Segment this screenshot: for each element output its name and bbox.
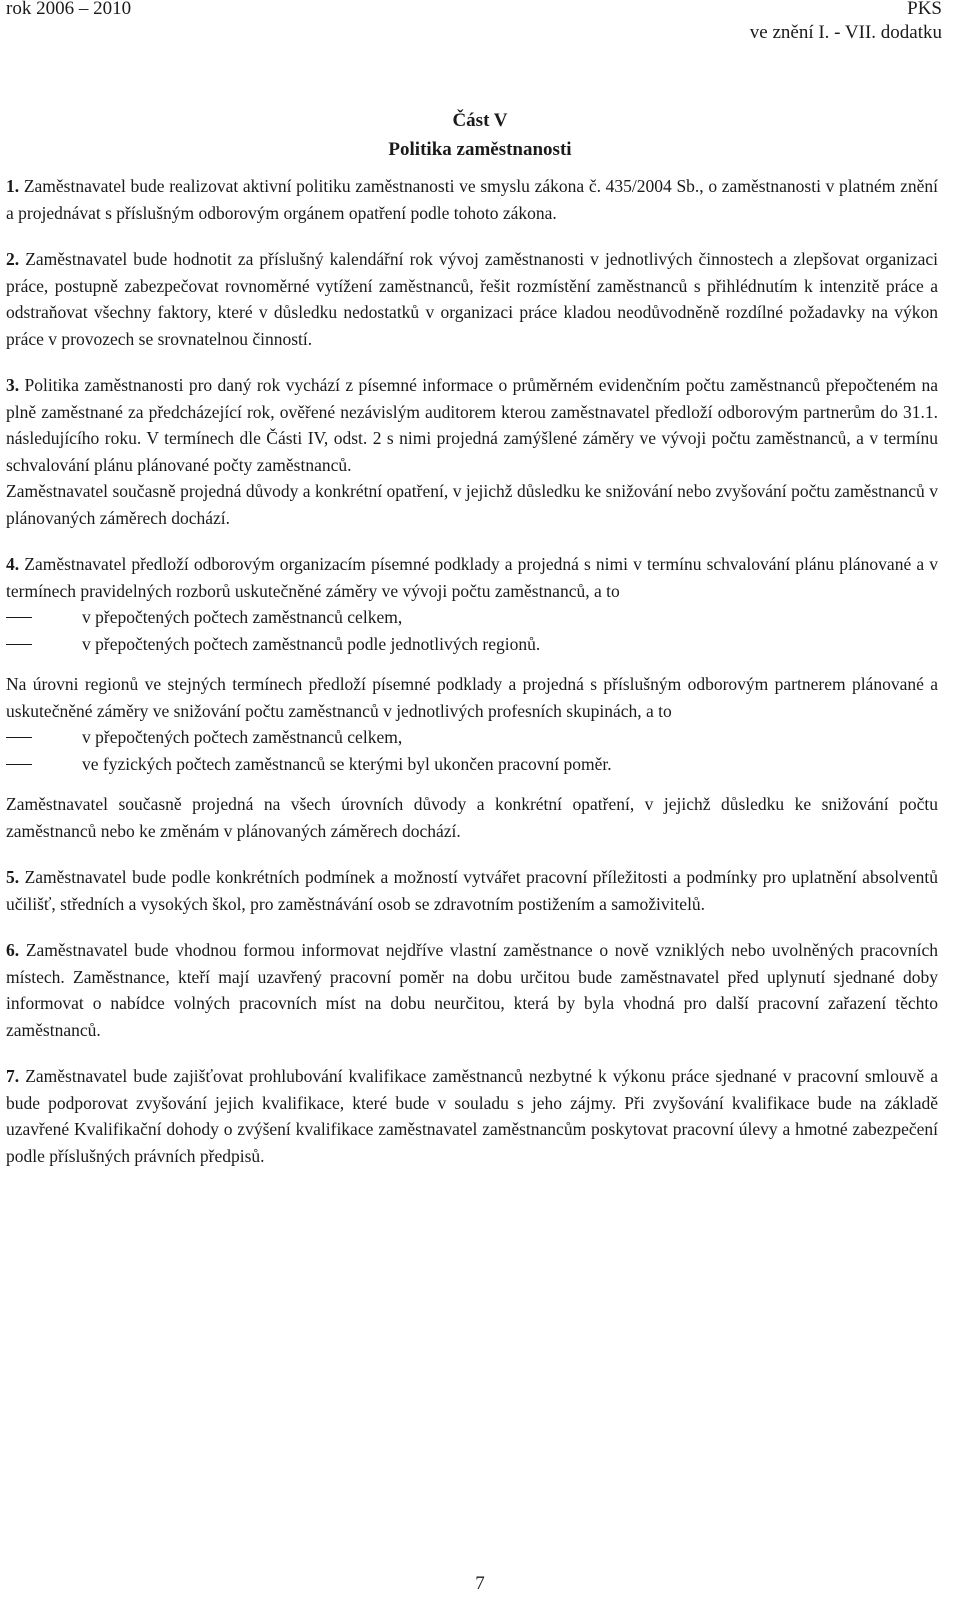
section-text: Politika zaměstnanosti pro daný rok vychází z písemné informace o průměrném evidenčním počtu zaměstnanců přepočteném na plně zaměstnané za předcházející rok, ověřené nezávislým auditorem kterou zaměstnavatel předloží odborovým partnerům do 31.1. následujícího roku. V termínech dle Části IV, odst. 2 s nimi projedná zamýšlené záměry ve vývoji počtu zaměstnanců, a v termínu schvalování plánu plánované počty zaměstnanců. <box>6 375 938 475</box>
page-number: 7 <box>475 1573 485 1594</box>
section-text: Zaměstnavatel bude zajišťovat prohlubování kvalifikace zaměstnanců nezbytné k výkonu práce sjednané v pracovní smlouvě a bude podporovat zvyšování jejich kvalifikace, které bude v souladu s jeho zájmy. Při zvyšování kvalifikace bude na základě uzavřené Kvalifikační dohody o zvýšení kvalifikace zaměstnavatel zaměstnancům poskytovat pracovní úlevy a hmotné zabezpečení podle příslušných právních předpisů. <box>6 1066 938 1166</box>
section-7 <box>6 1063 938 1169</box>
list-item <box>6 751 938 778</box>
document-body <box>6 173 938 1169</box>
list-item-text: ve fyzických počtech zaměstnanců se kterými byl ukončen pracovní poměr. <box>82 753 612 774</box>
section-number: 1. <box>6 176 20 196</box>
section-number: 3. <box>6 375 20 395</box>
list-item <box>6 724 938 751</box>
section-5 <box>6 864 938 917</box>
section-3 <box>6 372 938 478</box>
part-title: Politika zaměstnanosti <box>388 139 572 160</box>
list-item-text: v přepočtených počtech zaměstnanců podle jednotlivých regionů. <box>82 633 541 654</box>
section-number: 5. <box>6 867 20 887</box>
header-document-info <box>750 0 942 45</box>
section-text: Zaměstnavatel bude hodnotit za příslušný kalendářní rok vývoj zaměstnanosti v jednotlivých činnostech a zlepšovat organizaci práce, postupně zabezpečovat rovnoměrné vytížení zaměstnanců, řešit rozmístění zaměstnanců s přihlédnutím k intenzitě práce a odstraňovat všechny faktory, které v důsledku nedostatků v organizaci práce kladou neodůvodněně rozdílné požadavky na výkon práce v provozech se srovnatelnou činností. <box>6 249 938 349</box>
section-number: 2. <box>6 249 20 269</box>
header-amendment-info: ve znění I. - VII. dodatku <box>749 22 942 43</box>
section-number: 7. <box>6 1066 20 1086</box>
section-text: Zaměstnavatel bude vhodnou formou informovat nejdříve vlastní zaměstnance o nově vzniklých nebo uvolněných pracovních místech. Zaměstnance, kteří mají uzavřený pracovní poměr na dobu určitou bude zaměstnavatel před uplynutí sjednané doby informovat o nabídce volných pracovních míst na dobu neurčitou, která by byla vhodná pro další pracovní zařazení těchto zaměstnanců. <box>6 940 939 1040</box>
section-number: 4. <box>6 554 20 574</box>
list-item-text: v přepočtených počtech zaměstnanců celkem, <box>82 607 403 627</box>
section-4 <box>6 551 938 604</box>
section-1 <box>6 173 938 226</box>
header-document-code: PKS <box>907 0 942 19</box>
header-period: rok 2006 – 2010 <box>6 0 132 19</box>
section-text: Zaměstnavatel bude realizovat aktivní politiku zaměstnanosti ve smyslu zákona č. 435/2004 Sb., o zaměstnanosti v platném znění a projednávat s příslušným odborovým orgánem opatření podle tohoto zákona. <box>6 176 938 223</box>
section-number: 6. <box>6 940 20 960</box>
list-item-text: v přepočtených počtech zaměstnanců celkem, <box>82 727 403 747</box>
section-2 <box>6 246 938 352</box>
list-item <box>6 604 938 631</box>
section-4-paragraph-3: Zaměstnavatel současně projedná na všech úrovních důvody a konkrétní opatření, v jejichž důsledku ke snižování počtu zaměstnanců nebo ke změnám v plánovaných záměrech dochází. <box>6 794 938 841</box>
section-text: Zaměstnavatel bude podle konkrétních podmínek a možností vytvářet pracovní příležitosti a podmínky pro uplatnění absolventů učilišť, středních a vysokých škol, pro zaměstnávání osob se zdravotním postižením a samoživitelů. <box>6 867 938 914</box>
part-number: Část V <box>452 110 508 131</box>
section-6 <box>6 937 938 1043</box>
section-3-paragraph-2: Zaměstnavatel současně projedná důvody a konkrétní opatření, v jejichž důsledku ke snižování nebo zvyšování počtu zaměstnanců v plánovaných záměrech dochází. <box>6 481 938 528</box>
section-text: Zaměstnavatel předloží odborovým organizacím písemné podklady a projedná s nimi v termínu schvalování plánu plánované a v termínech pravidelných rozborů uskutečněné záměry ve vývoji počtu zaměstnanců, a to <box>6 554 938 601</box>
list-item <box>6 631 938 658</box>
section-4-paragraph-2: Na úrovni regionů ve stejných termínech předloží písemné podklady a projedná s příslušným odborovým partnerem plánované a uskutečněné záměry ve snižování počtu zaměstnanců v jednotlivých profesních skupinách, a to <box>6 674 938 721</box>
